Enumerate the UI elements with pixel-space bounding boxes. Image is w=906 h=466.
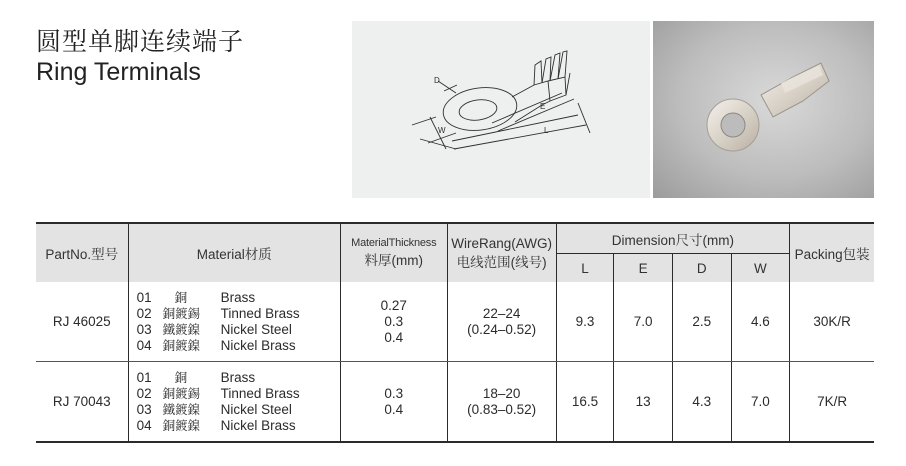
wire-range: (0.24–0.52) [467, 321, 537, 337]
terminal-photo [653, 21, 874, 198]
cell-dim-e: 7.0 [614, 282, 673, 362]
cell-dim-w: 4.6 [731, 282, 790, 362]
material-no: 02 [136, 305, 152, 321]
cell-dim-w: 7.0 [731, 362, 790, 443]
wire-awg: 18–20 [482, 385, 521, 401]
header-wire-zh: 电线范围(线号) [456, 254, 547, 270]
header-dim-w: W [731, 254, 790, 283]
material-no: 03 [136, 321, 152, 337]
material-zh: 銅 [174, 289, 188, 305]
header-thickness [340, 223, 447, 282]
cell-packing: 7K/R [790, 362, 874, 443]
cell-wire [447, 362, 556, 443]
header-thickness-en: MaterialThickness [351, 237, 437, 249]
material-en: Nickel Steel [220, 321, 292, 337]
material-no: 04 [136, 417, 152, 433]
material-no: 01 [136, 369, 152, 385]
table-row [36, 282, 874, 362]
material-no: 03 [136, 401, 152, 417]
material-zh: 銅鍍鎳 [162, 417, 201, 433]
thickness-value: 0.4 [384, 401, 404, 417]
cell-dim-d: 2.5 [672, 282, 731, 362]
header-material: Material材质 [128, 223, 340, 282]
cell-dim-e: 13 [614, 362, 673, 443]
cell-dim-l: 9.3 [556, 282, 614, 362]
header-wire-en: WireRang(AWG) [451, 235, 553, 251]
ring-terminal-drawing [352, 21, 650, 198]
cell-dim-l: 16.5 [556, 362, 614, 443]
ring-terminal-photo-graphic [653, 21, 874, 198]
cell-material [128, 282, 340, 362]
header-dimension: Dimension尺寸(mm) [556, 223, 790, 254]
cell-thickness [340, 362, 447, 443]
label-l: L [544, 126, 549, 135]
cell-thickness [340, 282, 447, 362]
material-zh: 銅鍍錫 [162, 305, 201, 321]
material-en: Tinned Brass [220, 305, 300, 321]
material-no: 04 [136, 337, 152, 353]
thickness-value: 0.3 [384, 313, 404, 329]
material-no: 01 [136, 289, 152, 305]
header-partno: PartNo.型号 [36, 223, 128, 282]
spec-table [36, 222, 874, 443]
table-row [36, 362, 874, 443]
cell-partno: RJ 70043 [36, 362, 128, 443]
cell-partno: RJ 46025 [36, 282, 128, 362]
header-thickness-zh: 料厚(mm) [364, 253, 423, 268]
header-dim-e: E [614, 254, 673, 283]
header-wire [447, 223, 556, 282]
material-en: Nickel Brass [220, 337, 296, 353]
material-en: Brass [220, 289, 256, 305]
label-w: W [438, 126, 446, 135]
header-dim-l: L [556, 254, 614, 283]
material-zh: 銅鍍錫 [162, 385, 201, 401]
header-packing: Packing包装 [790, 223, 874, 282]
label-e: E [540, 102, 546, 111]
cell-packing: 30K/R [790, 282, 874, 362]
material-zh: 鐵鍍鎳 [162, 321, 201, 337]
label-d: D [434, 76, 440, 85]
material-no: 02 [136, 385, 152, 401]
cell-wire [447, 282, 556, 362]
material-en: Brass [220, 369, 256, 385]
material-en: Nickel Brass [220, 417, 296, 433]
cell-dim-d: 4.3 [672, 362, 731, 443]
material-en: Tinned Brass [220, 385, 300, 401]
title-english: Ring Terminals [36, 58, 201, 86]
header-dim-d: D [672, 254, 731, 283]
title-chinese: 圆型单脚连续端子 [36, 27, 245, 56]
material-zh: 銅 [174, 369, 188, 385]
material-zh: 銅鍍鎳 [162, 337, 201, 353]
material-zh: 鐵鍍鎳 [162, 401, 201, 417]
wire-range: (0.83–0.52) [467, 401, 537, 417]
thickness-value: 0.4 [384, 329, 404, 345]
terminal-diagram [352, 21, 650, 198]
thickness-value: 0.3 [384, 385, 404, 401]
thickness-value: 0.27 [380, 297, 407, 313]
wire-awg: 22–24 [482, 305, 521, 321]
material-en: Nickel Steel [220, 401, 292, 417]
cell-material [128, 362, 340, 443]
